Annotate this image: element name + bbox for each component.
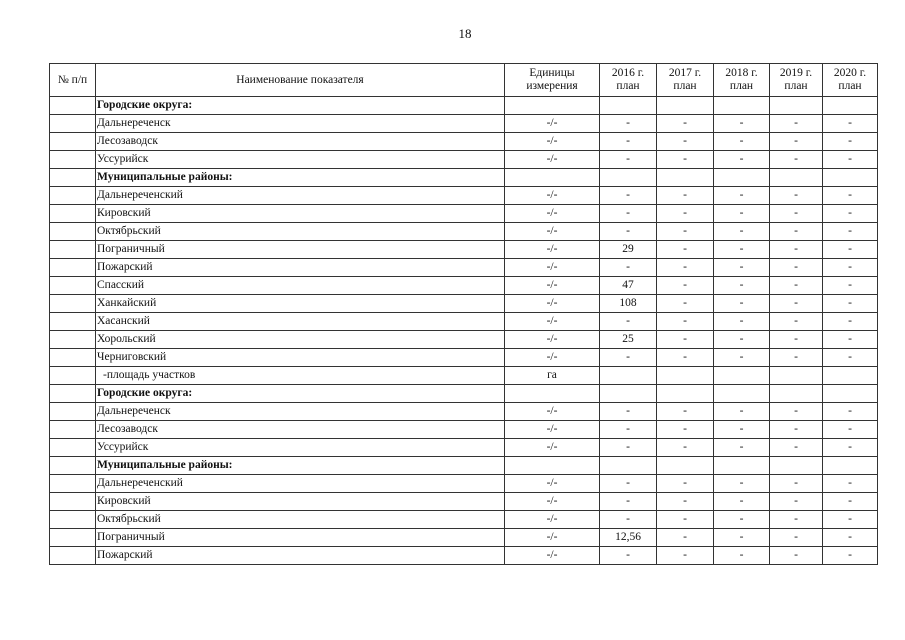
table-row	[50, 223, 878, 241]
row-value-2017: -	[657, 349, 714, 367]
row-value-2019: -	[770, 133, 823, 151]
row-name: Пожарский	[96, 259, 505, 277]
section-row	[50, 169, 878, 187]
header-year-sub: план	[729, 80, 754, 92]
row-value-2018: -	[714, 151, 770, 169]
table-row	[50, 115, 878, 133]
row-unit: -/-	[505, 115, 600, 133]
row-name: Лесозаводск	[96, 421, 505, 439]
row-value-2020: -	[823, 187, 878, 205]
row-unit: -/-	[505, 259, 600, 277]
row-unit: -/-	[505, 241, 600, 259]
row-value-2018: -	[714, 277, 770, 295]
row-value-2018	[714, 169, 770, 187]
row-value-2019: -	[770, 511, 823, 529]
table-row	[50, 547, 878, 565]
row-value-2020	[823, 385, 878, 403]
row-value-2016	[600, 97, 657, 115]
row-name: Пожарский	[96, 547, 505, 565]
row-unit: -/-	[505, 331, 600, 349]
row-value-2018: -	[714, 187, 770, 205]
table-row	[50, 529, 878, 547]
row-value-2019	[770, 457, 823, 475]
row-unit: -/-	[505, 421, 600, 439]
row-name: Лесозаводск	[96, 133, 505, 151]
row-value-2016: -	[600, 547, 657, 565]
row-value-2017: -	[657, 133, 714, 151]
row-name: Дальнереченск	[96, 403, 505, 421]
row-number-cell	[50, 331, 96, 349]
row-value-2017: -	[657, 493, 714, 511]
header-year-sub: план	[838, 80, 862, 92]
row-value-2017: -	[657, 547, 714, 565]
section-title: Городские округа:	[96, 97, 505, 115]
row-number-cell	[50, 349, 96, 367]
row-value-2019	[770, 385, 823, 403]
table-row	[50, 241, 878, 259]
table-row	[50, 187, 878, 205]
row-unit: га	[505, 367, 600, 385]
table-row	[50, 475, 878, 493]
row-unit: -/-	[505, 205, 600, 223]
row-value-2019: -	[770, 241, 823, 259]
table-row	[50, 313, 878, 331]
row-value-2018: -	[714, 439, 770, 457]
row-value-2020: -	[823, 421, 878, 439]
row-value-2019: -	[770, 151, 823, 169]
row-value-2017: -	[657, 331, 714, 349]
row-value-2018: -	[714, 403, 770, 421]
row-value-2019: -	[770, 313, 823, 331]
row-value-2019: -	[770, 439, 823, 457]
section-row	[50, 97, 878, 115]
row-unit: -/-	[505, 529, 600, 547]
page-number: 18	[458, 26, 472, 41]
row-name: Октябрьский	[96, 511, 505, 529]
row-value-2017: -	[657, 439, 714, 457]
row-name: Пограничный	[96, 529, 505, 547]
row-number-cell	[50, 277, 96, 295]
row-unit: -/-	[505, 511, 600, 529]
row-value-2016: -	[600, 223, 657, 241]
row-value-2019: -	[770, 529, 823, 547]
header-year-2020	[823, 64, 878, 97]
table-row	[50, 295, 878, 313]
row-value-2017	[657, 367, 714, 385]
row-name: Спасский	[96, 277, 505, 295]
header-unit	[505, 64, 600, 97]
row-number-cell	[50, 241, 96, 259]
section-title: Муниципальные районы:	[96, 169, 505, 187]
row-value-2020: -	[823, 529, 878, 547]
row-value-2019	[770, 169, 823, 187]
row-unit: -/-	[505, 475, 600, 493]
row-number-cell	[50, 223, 96, 241]
row-value-2018: -	[714, 205, 770, 223]
table-body	[50, 97, 878, 565]
row-value-2018: -	[714, 241, 770, 259]
row-value-2019: -	[770, 205, 823, 223]
row-value-2018: -	[714, 115, 770, 133]
table-row	[50, 331, 878, 349]
row-value-2016: 108	[600, 295, 657, 313]
row-value-2019: -	[770, 331, 823, 349]
row-value-2019: -	[770, 403, 823, 421]
row-number-cell	[50, 205, 96, 223]
row-name: Пограничный	[96, 241, 505, 259]
row-value-2017: -	[657, 313, 714, 331]
header-year: 2020 г.	[833, 67, 867, 79]
row-number-cell	[50, 259, 96, 277]
row-number-cell	[50, 313, 96, 331]
row-value-2019: -	[770, 421, 823, 439]
row-value-2017: -	[657, 421, 714, 439]
row-value-2017: -	[657, 403, 714, 421]
row-unit: -/-	[505, 403, 600, 421]
row-value-2019: -	[770, 547, 823, 565]
row-value-2016: 25	[600, 331, 657, 349]
table-row	[50, 421, 878, 439]
header-unit-line1: Единицы	[529, 67, 575, 79]
row-value-2020: -	[823, 151, 878, 169]
row-value-2019: -	[770, 223, 823, 241]
table-row	[50, 277, 878, 295]
header-year-2016	[600, 64, 657, 97]
row-value-2018: -	[714, 529, 770, 547]
row-number-cell	[50, 493, 96, 511]
row-value-2020: -	[823, 475, 878, 493]
row-value-2016: -	[600, 115, 657, 133]
row-value-2016: -	[600, 349, 657, 367]
row-value-2016: -	[600, 403, 657, 421]
row-value-2020: -	[823, 277, 878, 295]
row-value-2020: -	[823, 547, 878, 565]
header-year: 2016 г.	[611, 67, 645, 79]
header-year-sub: план	[784, 80, 808, 92]
header-year: 2018 г.	[725, 67, 758, 79]
row-value-2020: -	[823, 295, 878, 313]
row-value-2020: -	[823, 205, 878, 223]
row-value-2018: -	[714, 475, 770, 493]
row-name: Ханкайский	[96, 295, 505, 313]
row-value-2018: -	[714, 295, 770, 313]
row-value-2016	[600, 367, 657, 385]
row-number-cell	[50, 133, 96, 151]
row-number-cell	[50, 187, 96, 205]
row-value-2016: -	[600, 133, 657, 151]
row-value-2016: -	[600, 259, 657, 277]
table-row	[50, 367, 878, 385]
indicator-table	[49, 63, 878, 565]
row-unit: -/-	[505, 493, 600, 511]
header-unit-line2: измерения	[526, 80, 578, 92]
row-number-cell	[50, 367, 96, 385]
row-value-2016: -	[600, 475, 657, 493]
row-value-2016	[600, 385, 657, 403]
row-value-2020: -	[823, 511, 878, 529]
row-name: Дальнереченский	[96, 475, 505, 493]
header-num: № п/п	[50, 64, 96, 97]
row-value-2016: -	[600, 511, 657, 529]
header-year: 2017 г.	[668, 67, 702, 79]
row-value-2018: -	[714, 421, 770, 439]
row-number-cell	[50, 115, 96, 133]
row-value-2018	[714, 385, 770, 403]
row-value-2017: -	[657, 475, 714, 493]
row-unit: -/-	[505, 295, 600, 313]
row-value-2019: -	[770, 475, 823, 493]
row-value-2016: 12,56	[600, 529, 657, 547]
row-value-2016: -	[600, 439, 657, 457]
row-number-cell	[50, 475, 96, 493]
section-row	[50, 457, 878, 475]
row-value-2016	[600, 457, 657, 475]
row-value-2018: -	[714, 259, 770, 277]
row-name: Дальнереченский	[96, 187, 505, 205]
row-number-cell	[50, 457, 96, 475]
row-value-2017: -	[657, 295, 714, 313]
row-name: Уссурийск	[96, 151, 505, 169]
row-value-2019: -	[770, 295, 823, 313]
row-value-2019	[770, 97, 823, 115]
row-value-2020	[823, 367, 878, 385]
row-unit: -/-	[505, 313, 600, 331]
row-value-2016: -	[600, 205, 657, 223]
row-name: Дальнереченск	[96, 115, 505, 133]
table-row	[50, 439, 878, 457]
table-row	[50, 511, 878, 529]
table-row	[50, 493, 878, 511]
row-value-2018: -	[714, 547, 770, 565]
row-number-cell	[50, 511, 96, 529]
row-value-2017	[657, 169, 714, 187]
row-name: Хасанский	[96, 313, 505, 331]
row-unit: -/-	[505, 151, 600, 169]
row-value-2018	[714, 457, 770, 475]
row-value-2018: -	[714, 313, 770, 331]
header-year: 2019 г.	[779, 67, 813, 79]
row-value-2017: -	[657, 529, 714, 547]
row-value-2019: -	[770, 493, 823, 511]
row-number-cell	[50, 295, 96, 313]
table-row	[50, 205, 878, 223]
row-value-2017: -	[657, 277, 714, 295]
row-value-2016: -	[600, 313, 657, 331]
row-value-2020	[823, 457, 878, 475]
row-number-cell	[50, 421, 96, 439]
row-unit	[505, 169, 600, 187]
row-name: -площадь участков	[96, 367, 505, 385]
row-unit: -/-	[505, 133, 600, 151]
row-name: Хорольский	[96, 331, 505, 349]
row-value-2020: -	[823, 439, 878, 457]
table-row	[50, 151, 878, 169]
row-value-2017	[657, 385, 714, 403]
header-year-sub: план	[673, 80, 697, 92]
row-number-cell	[50, 97, 96, 115]
row-value-2017	[657, 457, 714, 475]
row-value-2017: -	[657, 511, 714, 529]
row-value-2018	[714, 367, 770, 385]
row-name: Октябрьский	[96, 223, 505, 241]
row-value-2019: -	[770, 277, 823, 295]
section-title: Муниципальные районы:	[96, 457, 505, 475]
row-unit: -/-	[505, 277, 600, 295]
row-name: Черниговский	[96, 349, 505, 367]
row-unit: -/-	[505, 547, 600, 565]
row-number-cell	[50, 529, 96, 547]
row-value-2020: -	[823, 313, 878, 331]
row-value-2016: -	[600, 421, 657, 439]
row-value-2020: -	[823, 259, 878, 277]
row-value-2017: -	[657, 259, 714, 277]
row-value-2017: -	[657, 187, 714, 205]
row-unit	[505, 97, 600, 115]
table-row	[50, 349, 878, 367]
row-name: Кировский	[96, 205, 505, 223]
row-value-2018: -	[714, 349, 770, 367]
header-year-sub: план	[616, 80, 640, 92]
row-value-2016: 29	[600, 241, 657, 259]
row-value-2020: -	[823, 349, 878, 367]
row-value-2017: -	[657, 241, 714, 259]
row-number-cell	[50, 169, 96, 187]
row-number-cell	[50, 385, 96, 403]
row-value-2016: -	[600, 493, 657, 511]
row-number-cell	[50, 151, 96, 169]
row-value-2019	[770, 367, 823, 385]
row-value-2020	[823, 97, 878, 115]
row-value-2018: -	[714, 331, 770, 349]
header-year-2019	[770, 64, 823, 97]
table-row	[50, 403, 878, 421]
table-row	[50, 133, 878, 151]
row-value-2018: -	[714, 493, 770, 511]
row-value-2018: -	[714, 223, 770, 241]
row-number-cell	[50, 403, 96, 421]
row-value-2018: -	[714, 133, 770, 151]
row-value-2018: -	[714, 511, 770, 529]
row-value-2016	[600, 169, 657, 187]
section-row	[50, 385, 878, 403]
row-unit	[505, 385, 600, 403]
row-number-cell	[50, 547, 96, 565]
row-value-2020: -	[823, 331, 878, 349]
row-value-2016: 47	[600, 277, 657, 295]
header-year-2017	[657, 64, 714, 97]
row-value-2019: -	[770, 187, 823, 205]
row-value-2017: -	[657, 223, 714, 241]
section-title: Городские округа:	[96, 385, 505, 403]
table-header	[50, 64, 878, 97]
row-unit: -/-	[505, 187, 600, 205]
row-value-2019: -	[770, 115, 823, 133]
row-value-2020: -	[823, 133, 878, 151]
row-value-2016: -	[600, 187, 657, 205]
row-value-2017: -	[657, 205, 714, 223]
row-value-2020: -	[823, 115, 878, 133]
row-unit	[505, 457, 600, 475]
row-value-2019: -	[770, 259, 823, 277]
row-unit: -/-	[505, 349, 600, 367]
row-value-2020: -	[823, 403, 878, 421]
row-name: Уссурийск	[96, 439, 505, 457]
row-value-2017	[657, 97, 714, 115]
row-number-cell	[50, 439, 96, 457]
row-value-2016: -	[600, 151, 657, 169]
row-name: Кировский	[96, 493, 505, 511]
header-name: Наименование показателя	[96, 64, 505, 97]
row-value-2018	[714, 97, 770, 115]
header-year-2018	[714, 64, 770, 97]
row-unit: -/-	[505, 223, 600, 241]
table-row	[50, 259, 878, 277]
row-value-2017: -	[657, 115, 714, 133]
row-value-2020	[823, 169, 878, 187]
row-value-2020: -	[823, 241, 878, 259]
row-unit: -/-	[505, 439, 600, 457]
row-value-2020: -	[823, 493, 878, 511]
row-value-2020: -	[823, 223, 878, 241]
row-value-2019: -	[770, 349, 823, 367]
row-value-2017: -	[657, 151, 714, 169]
